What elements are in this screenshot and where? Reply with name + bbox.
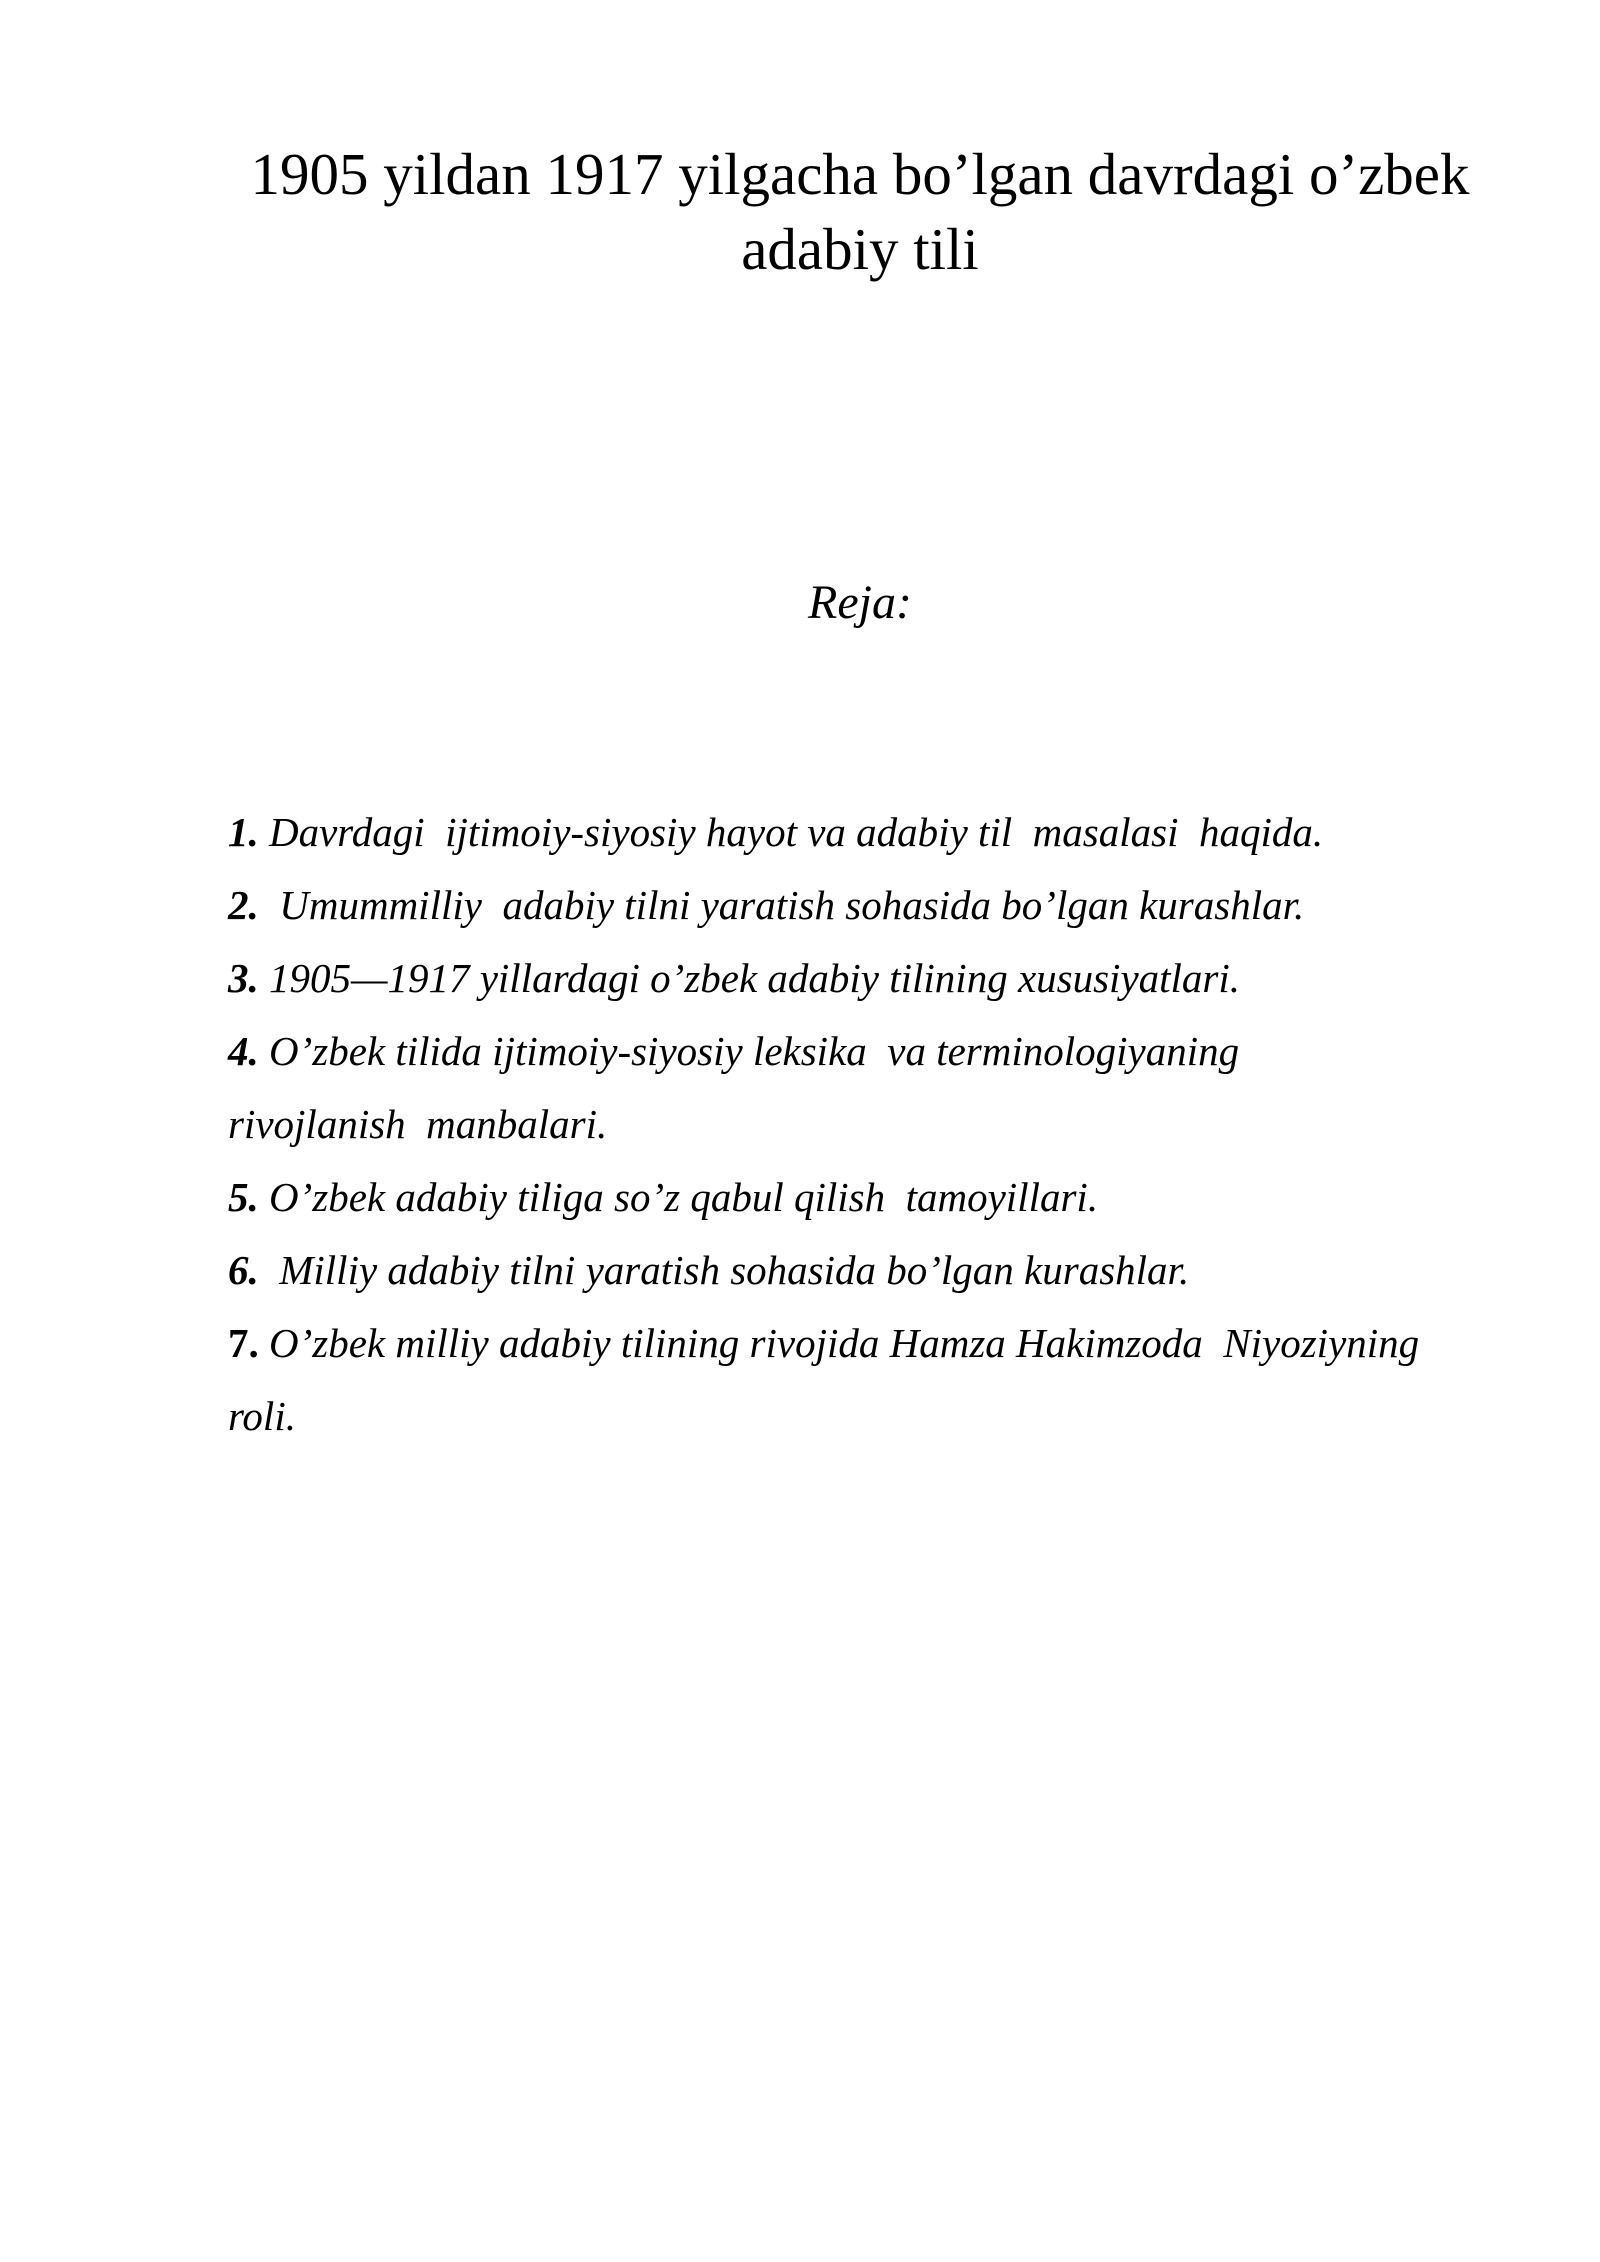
list-item-number: 4. xyxy=(228,1028,259,1074)
list-item-text: rivojlanish manbalari. xyxy=(228,1101,608,1147)
list-item-number: 6. xyxy=(228,1247,259,1293)
plan-list-line xyxy=(228,869,1483,942)
plan-list-item xyxy=(228,869,1483,942)
list-item-number: 7. xyxy=(228,1320,259,1366)
plan-list-line xyxy=(228,1161,1483,1234)
plan-list-line xyxy=(228,1234,1483,1307)
list-item-number: 3. xyxy=(228,955,259,1001)
list-item-text: O’zbek adabiy tiliga so’z qabul qilish tamoyillari. xyxy=(258,1174,1099,1220)
plan-list-item xyxy=(228,1015,1483,1161)
list-item-text: Umummilliy adabiy tilni yaratish sohasida bo’lgan kurashlar. xyxy=(258,882,1305,928)
list-item-text: O’zbek tilida ijtimoiy-siyosiy leksika va terminologiyaning xyxy=(258,1028,1240,1074)
plan-list-line xyxy=(228,942,1483,1015)
list-item-number: 5. xyxy=(228,1174,259,1220)
list-item-number: 2. xyxy=(228,882,259,928)
plan-heading: Reja: xyxy=(808,576,912,629)
document-title: 1905 yildan 1917 yilgacha bo’lgan davrdagi o’zbek adabiy tili xyxy=(250,141,1470,282)
list-item-text: O’zbek milliy adabiy tilining rivojida Hamza Hakimzoda Niyoziyning xyxy=(258,1320,1420,1366)
list-item-number: 1. xyxy=(228,809,259,855)
plan-list-line xyxy=(228,1015,1483,1088)
plan-list-item xyxy=(228,1307,1483,1453)
list-item-text: Milliy adabiy tilni yaratish sohasida bo’lgan kurashlar. xyxy=(258,1247,1190,1293)
plan-list xyxy=(228,796,1483,1453)
plan-list-line xyxy=(228,1088,1483,1161)
plan-list-item xyxy=(228,942,1483,1015)
list-item-text: roli. xyxy=(228,1393,296,1439)
plan-list-item xyxy=(228,1161,1483,1234)
plan-list-item xyxy=(228,1234,1483,1307)
plan-list-line xyxy=(228,796,1483,869)
list-item-text: Davrdagi ijtimoiy-siyosiy hayot va adabiy til masalasi haqida. xyxy=(258,809,1324,855)
plan-list-item xyxy=(228,796,1483,869)
plan-list-line xyxy=(228,1380,1483,1453)
plan-list-line xyxy=(228,1307,1483,1380)
list-item-text: 1905—1917 yillardagi o’zbek adabiy tilining xususiyatlari. xyxy=(258,955,1241,1001)
